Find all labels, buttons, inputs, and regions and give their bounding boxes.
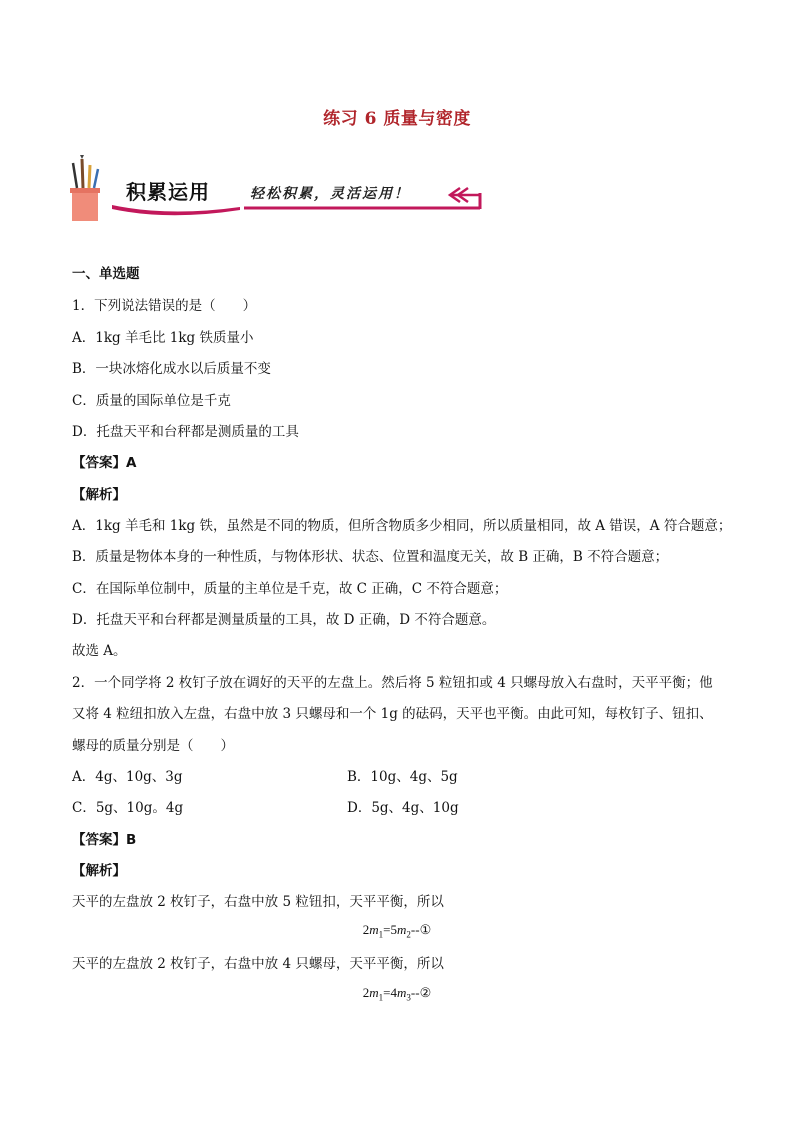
q1-analysis-label: 【解析】 <box>72 487 126 503</box>
section-heading: 一、单选题 <box>72 266 140 282</box>
formula-2: $2m_1=4m_3--②$ <box>362 985 432 1003</box>
q1-analysis-a: A．1kg 羊毛和 1kg 铁，虽然是不同的物质，但所含物质多少相同，所以质量相同，故 A 错误，A 符合题意； <box>72 518 732 534</box>
q1-analysis-d: D．托盘天平和台秤都是测量质量的工具，故 D 正确，D 不符合题意。 <box>72 612 496 628</box>
q1-analysis-c: C．在国际单位制中，质量的主单位是千克，故 C 正确，C 不符合题意； <box>72 581 508 597</box>
q2-stem-line1: 2．一个同学将 2 枚钉子放在调好的天平的左盘上。然后将 5 粒钮扣或 4 只螺母放入右盘时，天平平衡；他 <box>72 675 713 691</box>
q1-analysis-b: B．质量是物体本身的一种性质，与物体形状、状态、位置和温度无关，故 B 正确，B 不符合题意； <box>72 549 669 565</box>
q1-stem: 1．下列说法错误的是（ ） <box>72 298 257 314</box>
q1-conclusion: 故选 A。 <box>72 643 127 659</box>
q2-option-a: A．4g、10g、3g <box>72 769 183 785</box>
q2-stem-line3: 螺母的质量分别是（ ） <box>72 738 234 754</box>
q2-option-d: D．5g、4g、10g <box>347 800 459 816</box>
q2-analysis-1: 天平的左盘放 2 枚钉子，右盘中放 5 粒钮扣，天平平衡，所以 <box>72 894 444 910</box>
banner-slogan: 轻松积累，灵活运用！ <box>250 186 410 202</box>
q2-stem-line2: 又将 4 粒纽扣放入左盘，右盘中放 3 只螺母和一个 1g 的砝码，天平也平衡。由此可知，每枚钉子、钮扣、 <box>72 706 713 722</box>
q2-answer: 【答案】B <box>72 832 137 848</box>
q1-option-b: B．一块冰熔化成水以后质量不变 <box>72 361 271 377</box>
q2-analysis-label: 【解析】 <box>72 863 126 879</box>
q2-analysis-2: 天平的左盘放 2 枚钉子，右盘中放 4 只螺母，天平平衡，所以 <box>72 956 444 972</box>
page-title: 练习 6 质量与密度 <box>323 109 471 129</box>
pen-cup-icon <box>70 155 100 221</box>
q1-option-d: D．托盘天平和台秤都是测质量的工具 <box>72 424 299 440</box>
q2-option-b: B．10g、4g、5g <box>347 769 458 785</box>
q1-option-c: C．质量的国际单位是千克 <box>72 393 231 409</box>
q1-option-a: A．1kg 羊毛比 1kg 铁质量小 <box>72 330 254 346</box>
formula-1: $2m_1=5m_2--①$ <box>362 922 432 940</box>
banner-swoosh <box>112 205 240 215</box>
q2-option-c: C．5g、10g。4g <box>72 800 184 816</box>
q1-answer: 【答案】A <box>72 455 137 471</box>
banner-label: 积累运用 <box>126 180 210 204</box>
